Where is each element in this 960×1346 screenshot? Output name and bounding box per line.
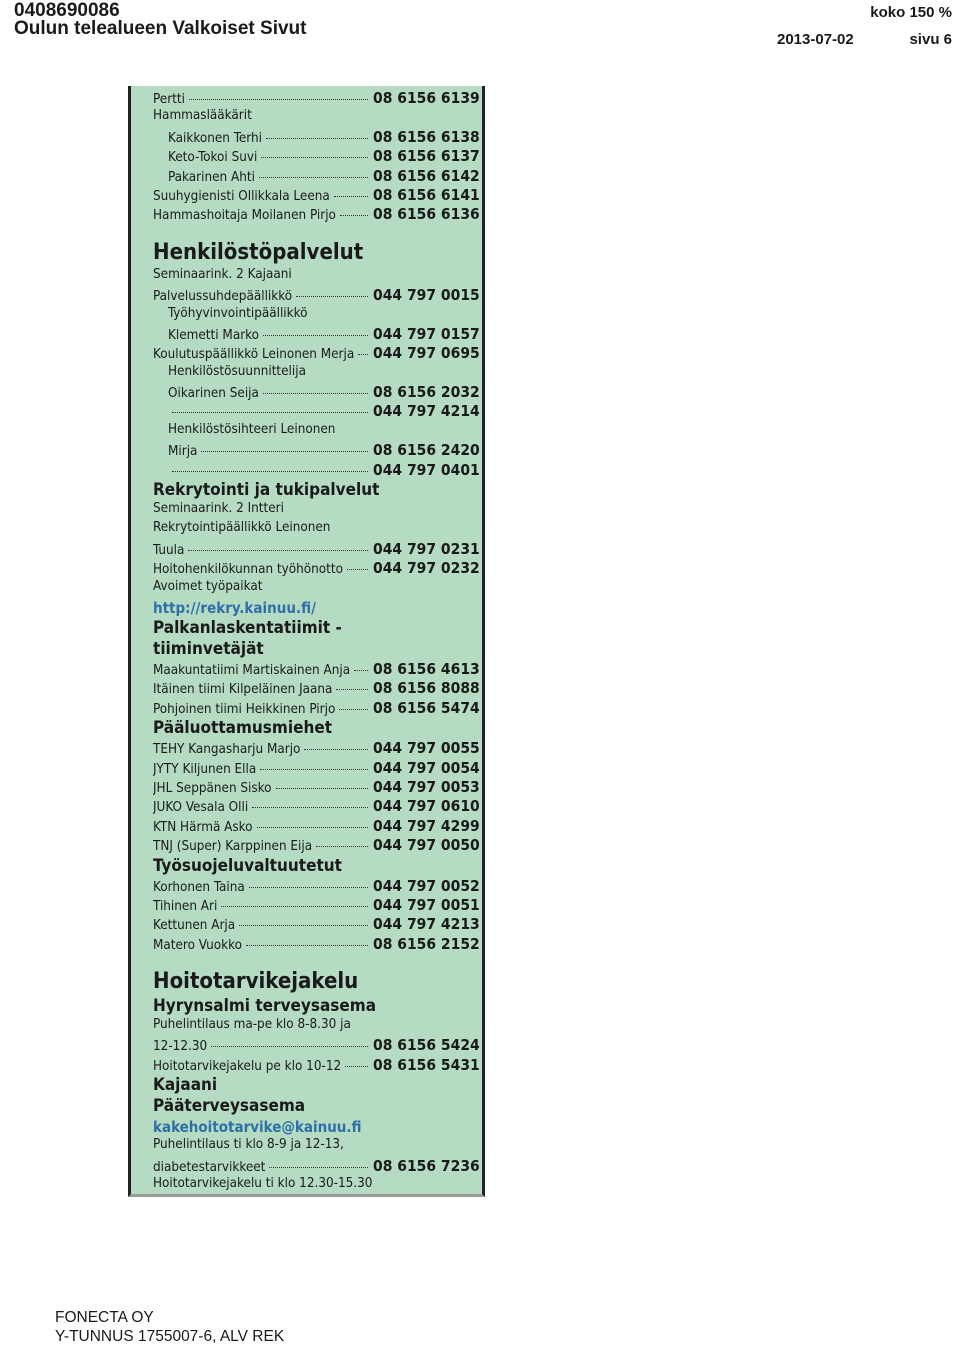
contact-link[interactable]: http://rekry.kainuu.fi/ (153, 598, 317, 617)
text-line: Rekrytointipäällikkö Leinonen (153, 520, 331, 536)
dot-leader (276, 788, 368, 789)
text-line: Puhelintilaus ti klo 8-9 ja 12-13, (153, 1137, 344, 1153)
text-line: Avoimet työpaikat (153, 578, 263, 594)
footer-company: FONECTA OY (55, 1309, 154, 1326)
dot-leader (269, 1167, 368, 1168)
phone-number: 044 797 0015 (373, 286, 480, 305)
directory-entry (153, 1055, 480, 1075)
entry-label: diabetestarvikkeet (153, 1159, 266, 1175)
directory-entry (153, 797, 480, 816)
footer-business-id: Y-TUNNUS 1755007-6, ALV REK (55, 1328, 285, 1345)
directory-entry (153, 344, 480, 363)
entry-label: Hoitotarvikejakelu pe klo 10-12 (153, 1058, 342, 1074)
directory-entry (153, 915, 480, 934)
header-zoom: koko 150 % (870, 4, 952, 21)
directory-entry (153, 876, 480, 896)
text-line: Henkilöstösihteeri Leinonen (168, 421, 336, 437)
directory-entry (153, 402, 480, 421)
dot-leader (263, 335, 368, 336)
directory-entry (153, 127, 480, 147)
dot-leader (259, 177, 368, 178)
entry-label: Korhonen Taina (153, 879, 245, 895)
dot-leader (354, 670, 368, 671)
text-line: Hoitotarvikejakelu ti klo 12.30-15.30 (153, 1176, 373, 1192)
entry-label: Klemetti Marko (168, 327, 260, 343)
entry-label: Palvelussuhdepäällikkö (153, 289, 293, 305)
directory-entry (153, 1036, 480, 1055)
phone-number: 08 6156 5424 (373, 1036, 480, 1055)
text-line: Hammaslääkärit (153, 108, 252, 124)
directory-entry (153, 441, 480, 460)
directory-entry (153, 1156, 480, 1176)
phone-number: 044 797 0051 (373, 895, 480, 914)
entry-label: Oikarinen Seija (168, 386, 259, 402)
phone-number: 044 797 4213 (373, 915, 480, 934)
dot-leader (339, 709, 368, 710)
dot-leader (316, 846, 368, 847)
entry-label: Tuula (153, 542, 185, 558)
directory-entry (153, 324, 480, 344)
dot-leader (188, 550, 368, 551)
phone-number: 08 6156 4613 (373, 659, 480, 678)
entry-label: Maakuntatiimi Martiskainen Anja (153, 662, 351, 678)
entry-label: Pertti (153, 92, 185, 107)
entry-label: Kettunen Arja (153, 918, 236, 934)
entry-label: TNJ (Super) Karppinen Eija (153, 839, 313, 855)
phone-number: 08 6156 6137 (373, 147, 480, 166)
directory-entry (153, 816, 480, 836)
phone-number: 08 6156 6141 (373, 185, 480, 204)
dot-leader (266, 138, 368, 139)
section-heading: Henkilöstöpalvelut (153, 239, 364, 265)
subsection-heading: Hyrynsalmi terveysasema (153, 996, 377, 1017)
header-phone: 0408690086 (14, 0, 120, 21)
directory-entry (153, 166, 480, 186)
subsection-heading: Pääluottamusmiehet (153, 718, 333, 739)
dot-leader (239, 925, 368, 926)
entry-label: Keto-Tokoi Suvi (168, 150, 258, 166)
directory-entry (153, 739, 480, 758)
directory-entry (153, 460, 480, 480)
entry-label: Mirja (168, 444, 198, 460)
phone-number: 08 6156 2152 (373, 934, 480, 953)
phone-number: 08 6156 5474 (373, 698, 480, 717)
directory-entry (153, 205, 480, 224)
header-date: 2013-07-02 (777, 31, 854, 48)
subsection-heading: Työsuojeluvaltuutetut (153, 855, 342, 876)
directory-entry (153, 679, 480, 698)
entry-label: Kaikkonen Terhi (168, 130, 262, 146)
entry-label: Pohjoinen tiimi Heikkinen Pirjo (153, 701, 336, 717)
dot-leader (257, 827, 368, 828)
directory-entry (153, 777, 480, 797)
dot-leader (211, 1046, 368, 1047)
phone-number: 044 797 0157 (373, 324, 480, 343)
phone-number: 08 6156 6139 (373, 89, 480, 107)
directory-listing (153, 89, 480, 1195)
subsection-heading: Kajaani (153, 1075, 218, 1096)
entry-label: JUKO Vesala Olli (153, 800, 249, 816)
dot-leader (172, 412, 368, 413)
entry-label: Suuhygienisti Ollikkala Leena (153, 188, 330, 204)
directory-entry (153, 89, 480, 108)
entry-label: Itäinen tiimi Kilpeläinen Jaana (153, 682, 333, 698)
entry-label: Hammashoitaja Moilanen Pirjo (153, 208, 336, 224)
directory-entry (153, 659, 480, 679)
phone-number: 08 6156 6142 (373, 166, 480, 185)
entry-label: JHL Seppänen Sisko (153, 780, 272, 796)
phone-number: 08 6156 8088 (373, 679, 480, 698)
dot-leader (358, 354, 368, 355)
spacer (153, 225, 475, 239)
dot-leader (252, 807, 368, 808)
directory-entry (153, 185, 480, 205)
directory-entry (153, 147, 480, 166)
phone-number: 08 6156 6138 (373, 127, 480, 146)
text-line: Seminaarink. 2 Intteri (153, 501, 284, 517)
text-line: Seminaarink. 2 Kajaani (153, 266, 292, 282)
phone-number: 08 6156 6136 (373, 205, 480, 224)
phone-number: 044 797 4214 (373, 402, 480, 421)
phone-number: 044 797 0053 (373, 777, 480, 796)
phone-number: 044 797 0610 (373, 797, 480, 816)
dot-leader (336, 689, 368, 690)
phone-number: 08 6156 5431 (373, 1055, 480, 1074)
phone-number: 044 797 0054 (373, 758, 480, 777)
directory-entry (153, 539, 480, 559)
phone-number: 044 797 0231 (373, 539, 480, 558)
entry-label: KTN Härmä Asko (153, 819, 253, 835)
directory-entry (153, 286, 480, 305)
dot-leader (201, 451, 368, 452)
entry-label: JYTY Kiljunen Ella (153, 761, 257, 777)
header-page-number: sivu 6 (909, 31, 952, 48)
phone-number: 044 797 4299 (373, 816, 480, 835)
dot-leader (246, 945, 368, 946)
phone-number: 044 797 0055 (373, 739, 480, 758)
dot-leader (261, 157, 368, 158)
text-line: Henkilöstösuunnittelija (168, 363, 306, 379)
dot-leader (304, 749, 368, 750)
subsection-heading: Palkanlaskentatiimit - (153, 617, 342, 638)
dot-leader (172, 471, 368, 472)
phone-number: 08 6156 2420 (373, 441, 480, 460)
subsection-heading: Pääterveysasema (153, 1096, 306, 1117)
dot-leader (345, 1066, 368, 1067)
directory-entry (153, 559, 480, 578)
phone-number: 08 6156 7236 (373, 1156, 480, 1175)
directory-entry (153, 934, 480, 954)
directory-entry (153, 698, 480, 718)
subsection-heading: Rekrytointi ja tukipalvelut (153, 480, 380, 501)
contact-link[interactable]: kakehoitotarvike@kainuu.fi (153, 1118, 362, 1137)
directory-entry (153, 836, 480, 855)
entry-label: Hoitohenkilökunnan työhönotto (153, 562, 343, 578)
entry-label: Pakarinen Ahti (168, 169, 255, 185)
entry-label: 12-12.30 (153, 1039, 208, 1055)
subsection-heading: tiiminvetäjät (153, 638, 264, 659)
spacer (153, 954, 475, 968)
dot-leader (260, 769, 368, 770)
dot-leader (334, 196, 368, 197)
entry-label: Tihinen Ari (153, 898, 218, 914)
text-line: Puhelintilaus ma-pe klo 8-8.30 ja (153, 1017, 351, 1033)
entry-label: Matero Vuokko (153, 937, 242, 953)
dot-leader (263, 393, 368, 394)
dot-leader (221, 906, 368, 907)
phone-number: 044 797 0232 (373, 559, 480, 578)
dot-leader (340, 215, 368, 216)
dot-leader (189, 99, 368, 100)
phone-number: 08 6156 2032 (373, 383, 480, 402)
phone-number: 044 797 0695 (373, 344, 480, 363)
dot-leader (249, 887, 368, 888)
text-line: Työhyvinvointipäällikkö (168, 305, 308, 321)
entry-label: Koulutuspäällikkö Leinonen Merja (153, 347, 355, 363)
phone-number: 044 797 0050 (373, 836, 480, 855)
directory-entry (153, 895, 480, 915)
phone-number: 044 797 0401 (373, 460, 480, 479)
directory-entry (153, 758, 480, 778)
header-title: Oulun telealueen Valkoiset Sivut (14, 18, 307, 39)
dot-leader (296, 296, 368, 297)
section-heading: Hoitotarvikejakelu (153, 969, 359, 995)
directory-entry (153, 383, 480, 402)
phone-number: 044 797 0052 (373, 876, 480, 895)
dot-leader (347, 569, 368, 570)
entry-label: TEHY Kangasharju Marjo (153, 742, 301, 758)
